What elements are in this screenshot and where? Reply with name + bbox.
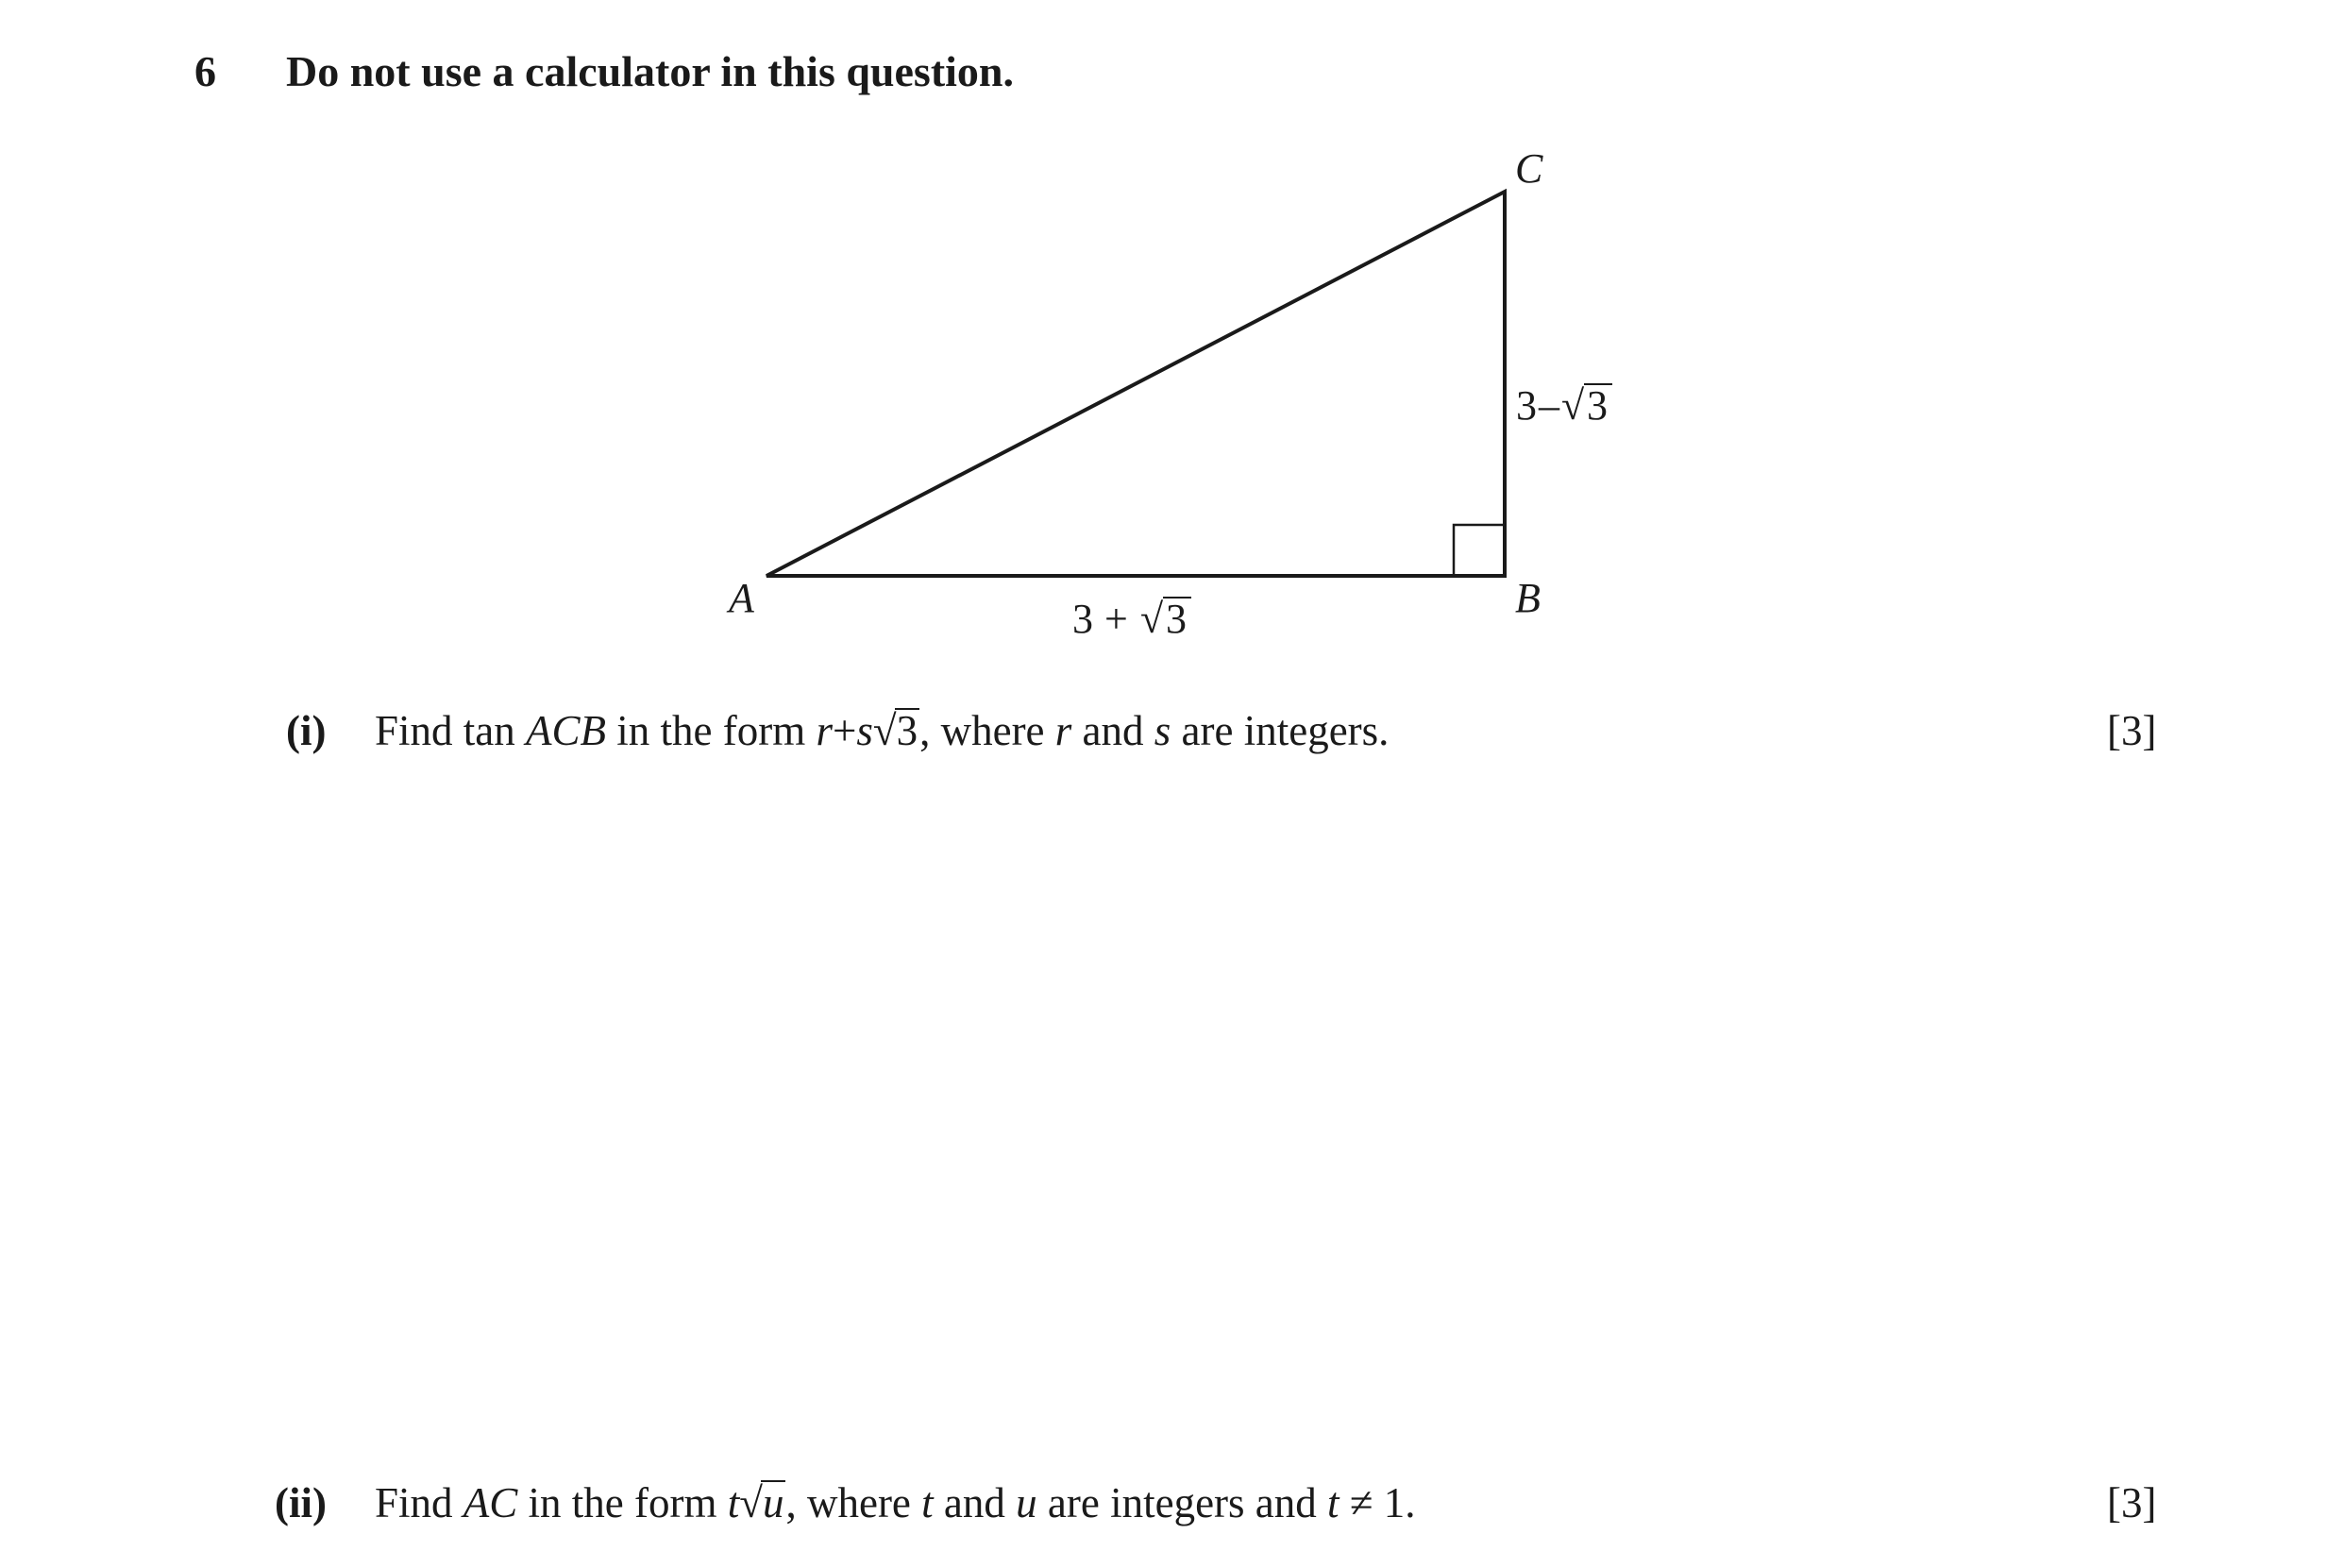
part-i-radical: √	[872, 707, 897, 754]
part-ii-radicand: u	[762, 1479, 784, 1526]
part-i-text: Find tan	[375, 707, 527, 754]
part-i-label: (i)	[286, 707, 327, 754]
side-label-bc	[1516, 382, 1612, 429]
part-ii-marks: [3]	[2107, 1479, 2157, 1526]
part-ii-text: Find	[375, 1479, 463, 1526]
part-ii-radical: √	[739, 1479, 763, 1526]
side-ab-radical: √	[1140, 596, 1164, 642]
part-i-text: , where	[919, 707, 1055, 754]
part-ii-label: (ii)	[275, 1479, 327, 1526]
part-i-angle: ACB	[526, 707, 607, 754]
side-bc-radical: √	[1561, 382, 1585, 429]
question-instruction: Do not use a calculator in this question.	[286, 47, 1015, 95]
side-bc-lead: 3	[1516, 382, 1537, 429]
part-ii-var-u: u	[1016, 1479, 1037, 1526]
part-i-var-s: s	[1154, 707, 1171, 754]
part-ii-text: are integers and	[1036, 1479, 1328, 1526]
side-label-ab	[1072, 596, 1191, 642]
part-i-question	[375, 700, 1389, 761]
question-number: 6	[194, 47, 216, 95]
part-i-text: and	[1071, 707, 1154, 754]
part-i-text: are integers.	[1171, 707, 1390, 754]
vertex-label-b: B	[1515, 575, 1541, 621]
part-i-var-r: r	[816, 707, 833, 754]
part-ii-var-t: t	[1327, 1479, 1339, 1526]
right-angle-marker	[1454, 525, 1505, 576]
part-i-radicand: 3	[896, 707, 918, 754]
triangle-abc	[767, 192, 1505, 576]
side-ab-operator: +	[1104, 596, 1128, 642]
part-ii-text: in the form	[517, 1479, 728, 1526]
part-ii-question	[375, 1473, 1415, 1533]
side-ab-radicand: 3	[1166, 596, 1187, 642]
part-i-marks: [3]	[2107, 707, 2157, 754]
vertex-label-c: C	[1515, 145, 1543, 192]
part-ii-var-t: t	[727, 1479, 740, 1526]
part-ii-var-t: t	[921, 1479, 934, 1526]
part-i-var-s: s	[856, 707, 873, 754]
part-ii-text: ≠ 1.	[1339, 1479, 1416, 1526]
part-ii-segment: AC	[463, 1479, 518, 1526]
vertex-label-a: A	[729, 575, 754, 621]
part-i-var-r: r	[1054, 707, 1072, 754]
side-bc-operator: –	[1539, 382, 1559, 429]
side-ab-lead: 3	[1072, 596, 1093, 642]
part-ii-text: and	[933, 1479, 1017, 1526]
side-bc-radicand: 3	[1587, 382, 1608, 429]
part-i-plus: +	[832, 707, 857, 754]
part-i-text: in the form	[606, 707, 817, 754]
part-ii-text: , where	[785, 1479, 922, 1526]
